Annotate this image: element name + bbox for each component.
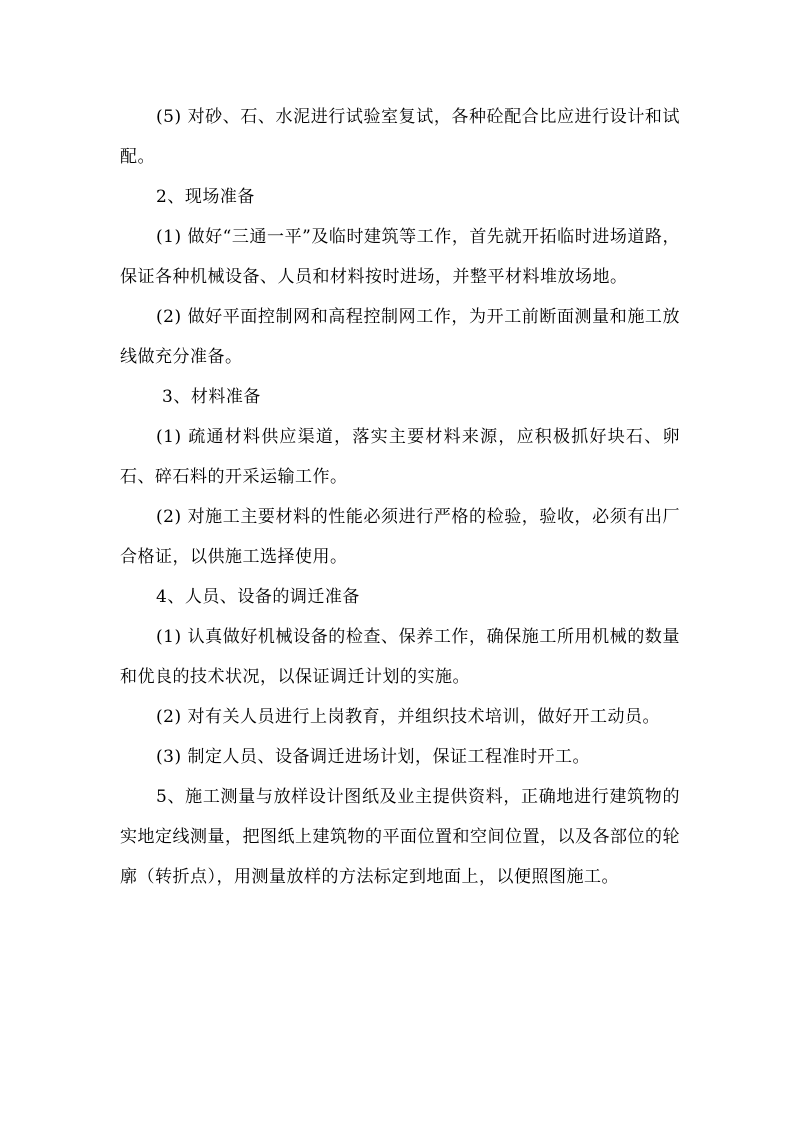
paragraph-mobilization-plan: (3) 制定人员、设备调迁进场计划，保证工程准时开工。 (156, 747, 590, 767)
heading-material-preparation: 3、材料准备 (162, 387, 261, 407)
paragraph-equipment-maintenance: (1) 认真做好机械设备的检查、保养工作，确保施工所用机械的数量和优良的技术状况，以保证调迁计划的实施。 (120, 627, 680, 687)
paragraph-test-mix: (5) 对砂、石、水泥进行试验室复试，各种砼配合比应进行设计和试配。 (120, 107, 680, 167)
heading-personnel-equipment: 4、人员、设备的调迁准备 (156, 587, 360, 607)
document-body (120, 97, 680, 897)
paragraph-control-network: (2) 做好平面控制网和高程控制网工作，为开工前断面测量和施工放线做充分准备。 (120, 307, 680, 367)
paragraph-material-supply: (1) 疏通材料供应渠道，落实主要材料来源，应积极抓好块石、卵石、碎石料的开采运输工作。 (120, 427, 680, 487)
paragraph-three-connections: (1) 做好“三通一平”及临时建筑等工作，首先就开拓临时进场道路，保证各种机械设备、人员和材料按时进场，并整平材料堆放场地。 (120, 227, 680, 287)
heading-site-preparation: 2、现场准备 (156, 187, 255, 207)
paragraph-material-inspection: (2) 对施工主要材料的性能必须进行严格的检验，验收，必须有出厂合格证，以供施工选择使用。 (120, 507, 680, 567)
paragraph-staff-training: (2) 对有关人员进行上岗教育，并组织技术培训，做好开工动员。 (156, 707, 660, 727)
paragraph-survey-setout: 5、施工测量与放样设计图纸及业主提供资料，正确地进行建筑物的实地定线测量，把图纸上建筑物的平面位置和空间位置，以及各部位的轮廓（转折点），用测量放样的方法标定到地面上，以便照图施工。 (120, 787, 680, 887)
